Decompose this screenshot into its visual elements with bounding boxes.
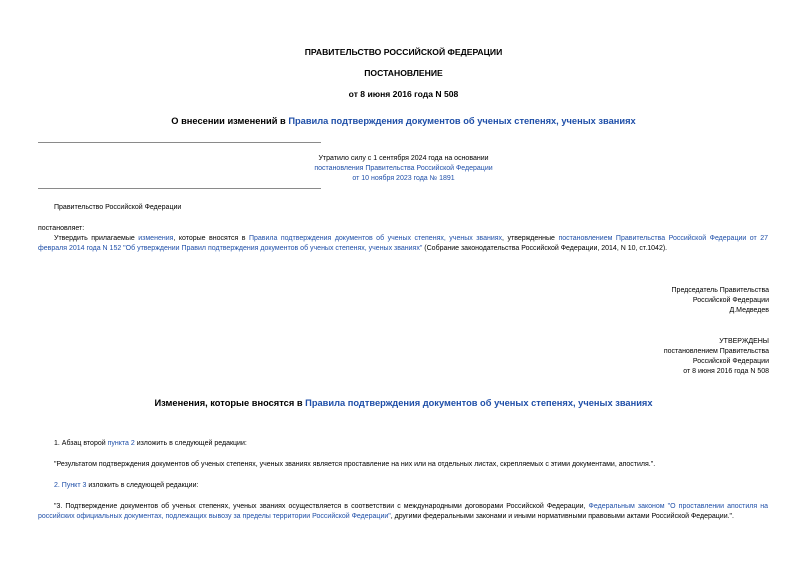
approved-label: УТВЕРЖДЕНЫ — [719, 338, 769, 345]
item-text: изложить в следующей редакции: — [134, 440, 247, 447]
apostille-law-link[interactable]: Федеральным законом "О проставлении апостиля на российских официальных документах, подлежащих вывозу за пределы территории Российской Федерации" — [38, 503, 768, 520]
approved-country: Российской Федерации — [692, 358, 769, 365]
paragraph-text: (Собрание законодательства Российской Федерации, 2014, N 10, ст.1042). — [422, 245, 668, 252]
item-text: 1. Абзац второй — [54, 440, 108, 447]
resolves-text: постановляет: — [38, 225, 85, 232]
repeal-resolution-date-link[interactable]: от 10 ноября 2023 года № 1891 — [352, 175, 455, 182]
separator-bottom — [38, 188, 321, 189]
resolution-paragraph — [38, 234, 768, 254]
document-date-number: от 8 июня 2016 года N 508 — [348, 89, 459, 99]
quote-text: "3. Подтверждение документов об ученых степенях, ученых званиях осуществляется в соответствии с международными договорами Российской Федерации, — [54, 503, 589, 510]
rules-link-inline[interactable]: Правила подтверждения документов об ученых степенях, ученых званиях — [248, 235, 503, 242]
clause-2-link[interactable]: пункта 2 — [107, 440, 135, 447]
clause-3-link[interactable]: 2. Пункт 3 — [54, 482, 87, 489]
signature-position: Председатель Правительства — [671, 287, 769, 294]
repeal-notice-line1: Утратило силу с 1 сентября 2024 года на основании — [318, 155, 489, 162]
change-item-2 — [54, 481, 198, 491]
government-text: Правительство Российской Федерации — [54, 204, 182, 211]
repeal-notice — [0, 154, 807, 184]
quote-text: , другими федеральными законами и иными нормативными правовыми актами Российской Федерации.". — [390, 513, 734, 520]
paragraph-text: , утвержденные — [502, 235, 559, 242]
paragraph-text: Утвердить прилагаемые — [54, 235, 139, 242]
approved-by: постановлением Правительства — [663, 348, 769, 355]
separator-top — [38, 142, 321, 143]
changes-link[interactable]: изменения — [138, 235, 174, 242]
change-quote-2 — [38, 502, 768, 522]
change-item-1 — [54, 439, 247, 449]
approved-block — [664, 337, 769, 377]
changes-title-prefix: Изменения, которые вносятся в — [154, 398, 306, 408]
resolution-152-link[interactable]: постановлением Правительства Российской Федерации от 27 февраля 2014 года N 152 "Об утверждении Правил подтверждения документов об ученых степенях, ученых званиях" — [38, 235, 768, 252]
signature-country: Российской Федерации — [692, 297, 769, 304]
signature-block — [672, 286, 769, 316]
government-heading: ПРАВИТЕЛЬСТВО РОССИЙСКОЙ ФЕДЕРАЦИИ — [304, 47, 503, 57]
approved-date: от 8 июня 2016 года N 508 — [683, 368, 769, 375]
signature-name: Д.Медведев — [729, 307, 769, 314]
repeal-resolution-link[interactable]: постановления Правительства Российской Федерации — [314, 165, 493, 172]
document-type-heading: ПОСТАНОВЛЕНИЕ — [364, 68, 443, 78]
item-text: изложить в следующей редакции: — [86, 482, 199, 489]
change-quote-1: "Результатом подтверждения документов об ученых степенях, ученых званиях является проставление на них или на отдельных листах, скрепляемых с этими документами, апостиля.". — [54, 461, 656, 468]
paragraph-text: , которые вносятся в — [173, 235, 249, 242]
changes-title — [0, 398, 807, 408]
rules-link[interactable]: Правила подтверждения документов об ученых степенях, ученых званиях — [288, 116, 636, 126]
changes-rules-link[interactable]: Правила подтверждения документов об ученых степенях, ученых званиях — [305, 398, 653, 408]
document-title — [0, 116, 807, 126]
document-title-prefix: О внесении изменений в — [171, 116, 289, 126]
